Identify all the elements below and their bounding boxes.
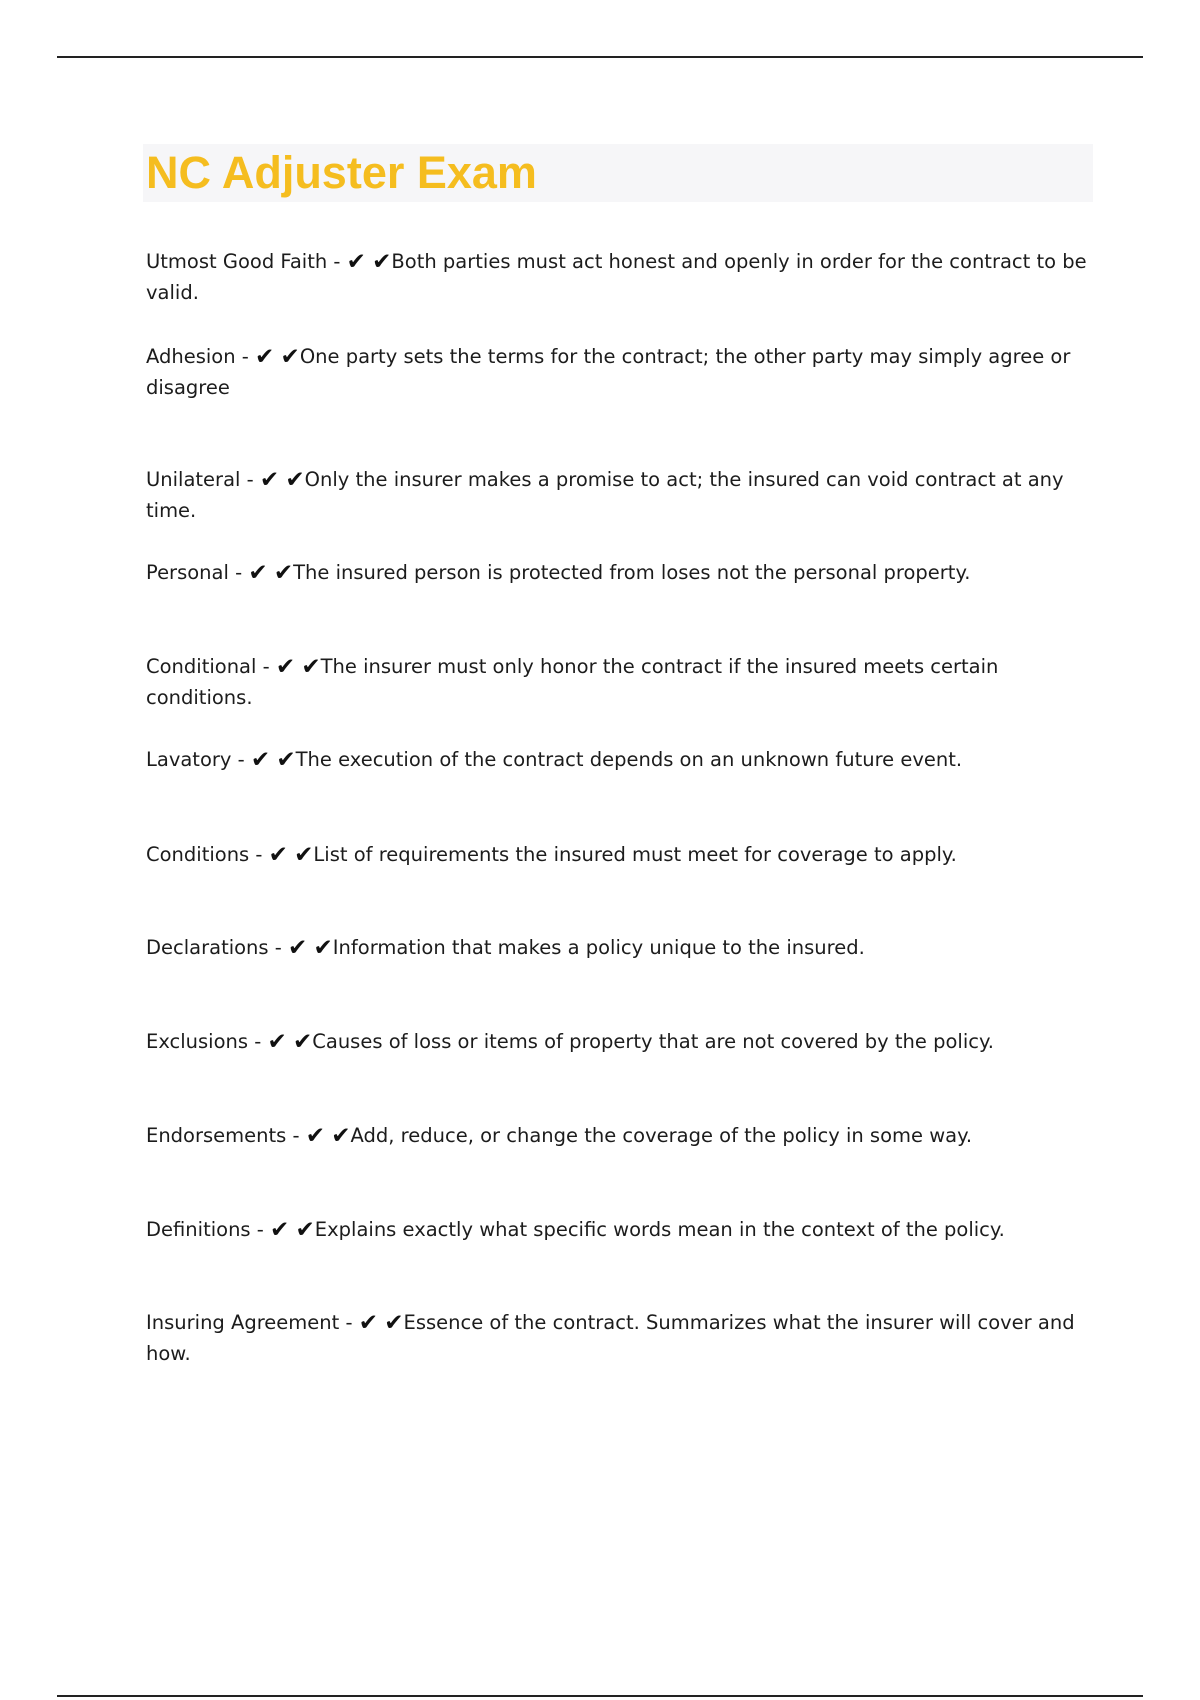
entry-term: Lavatory xyxy=(146,748,232,771)
entry-term: Unilateral xyxy=(146,468,241,491)
entry-definition: Add, reduce, or change the coverage of the policy in some way. xyxy=(350,1124,973,1147)
heavy-check-mark-icon: ✔ xyxy=(384,1310,404,1336)
heavy-check-mark-icon: ✔ xyxy=(301,654,321,680)
top-rule xyxy=(57,56,1143,58)
flashcard-entry xyxy=(146,1214,1091,1245)
heavy-check-mark-icon: ✔ xyxy=(295,1217,315,1243)
entry-definition: One party sets the terms for the contract; the other party may simply agree or disagree xyxy=(146,345,1071,399)
heavy-check-mark-icon: ✔ xyxy=(275,654,296,680)
entry-separator: - xyxy=(268,936,289,959)
heavy-check-mark-icon: ✔ xyxy=(292,1029,313,1055)
flashcard-entry xyxy=(146,839,1091,870)
flashcard-entry xyxy=(146,1026,1091,1057)
entry-separator: - xyxy=(286,1124,306,1147)
flashcard-entry xyxy=(146,557,1091,588)
flashcard-entry xyxy=(146,464,1091,526)
heavy-check-mark-icon: ✔ xyxy=(276,747,296,773)
heavy-check-mark-icon: ✔ xyxy=(250,747,271,773)
entry-definition: List of requirements the insured must meet for coverage to apply. xyxy=(313,843,957,866)
entry-definition: Only the insurer makes a promise to act; the insured can void contract at any time. xyxy=(146,468,1064,522)
heavy-check-mark-icon: ✔ xyxy=(285,467,305,493)
flashcard-entry xyxy=(146,744,1091,775)
entry-term: Personal xyxy=(146,561,229,584)
entry-definition: Both parties must act honest and openly in order for the contract to be valid. xyxy=(146,250,1087,304)
flashcard-entry xyxy=(146,1120,1091,1151)
flashcard-entry xyxy=(146,932,1091,963)
entry-definition: The insured person is protected from loses not the personal property. xyxy=(293,561,971,584)
page-title: NC Adjuster Exam xyxy=(146,147,537,198)
entry-separator: - xyxy=(228,561,249,584)
entry-definition: The insurer must only honor the contract if the insured meets certain conditions. xyxy=(146,655,999,709)
entry-term: Declarations xyxy=(146,936,269,959)
heavy-check-mark-icon: ✔ xyxy=(358,1310,379,1336)
entry-term: Conditional xyxy=(146,655,257,678)
entry-term: Exclusions xyxy=(146,1030,249,1053)
entry-term: Utmost Good Faith xyxy=(146,250,328,273)
entry-definition: Information that makes a policy unique to the insured. xyxy=(332,936,865,959)
bottom-rule xyxy=(57,1695,1143,1697)
flashcard-entry xyxy=(146,341,1091,403)
heavy-check-mark-icon: ✔ xyxy=(305,1123,326,1149)
heavy-check-mark-icon: ✔ xyxy=(288,935,308,961)
heavy-check-mark-icon: ✔ xyxy=(259,467,280,493)
heavy-check-mark-icon: ✔ xyxy=(280,344,300,370)
heavy-check-mark-icon: ✔ xyxy=(372,249,392,275)
entry-separator: - xyxy=(256,655,276,678)
entry-term: Endorsements xyxy=(146,1124,287,1147)
entry-separator: - xyxy=(235,345,256,368)
entry-separator: - xyxy=(248,1030,268,1053)
heavy-check-mark-icon: ✔ xyxy=(331,1123,351,1149)
entry-separator: - xyxy=(240,468,260,491)
entry-separator: - xyxy=(250,1218,271,1241)
entry-separator: - xyxy=(339,1311,359,1334)
entry-definition: The execution of the contract depends on an unknown future event. xyxy=(295,748,963,771)
heavy-check-mark-icon: ✔ xyxy=(248,560,268,586)
entry-definition: Essence of the contract. Summarizes what the insurer will cover and how. xyxy=(146,1311,1075,1365)
entry-separator: - xyxy=(249,843,269,866)
heavy-check-mark-icon: ✔ xyxy=(294,842,314,868)
flashcard-entry xyxy=(146,246,1091,308)
entry-term: Adhesion xyxy=(146,345,236,368)
entry-separator: - xyxy=(327,250,347,273)
heavy-check-mark-icon: ✔ xyxy=(268,842,288,868)
heavy-check-mark-icon: ✔ xyxy=(267,1029,287,1055)
flashcard-entry xyxy=(146,1307,1091,1369)
heavy-check-mark-icon: ✔ xyxy=(255,344,275,370)
heavy-check-mark-icon: ✔ xyxy=(313,935,333,961)
heavy-check-mark-icon: ✔ xyxy=(273,560,294,586)
entry-separator: - xyxy=(231,748,251,771)
entry-definition: Explains exactly what specific words mean in the context of the policy. xyxy=(314,1218,1005,1241)
heavy-check-mark-icon: ✔ xyxy=(270,1217,290,1243)
entry-term: Insuring Agreement xyxy=(146,1311,340,1334)
entry-term: Definitions xyxy=(146,1218,251,1241)
entry-term: Conditions xyxy=(146,843,250,866)
heavy-check-mark-icon: ✔ xyxy=(346,249,366,275)
entry-definition: Causes of loss or items of property that are not covered by the policy. xyxy=(312,1030,994,1053)
flashcard-entry xyxy=(146,651,1091,713)
